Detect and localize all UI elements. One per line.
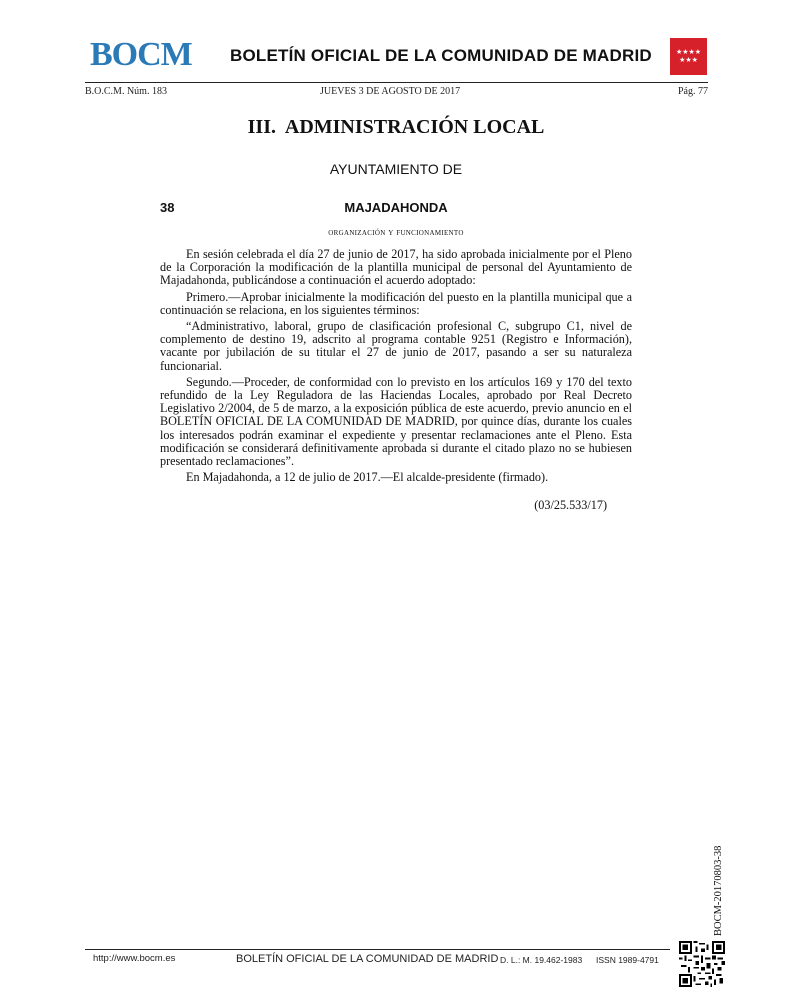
footer-title: BOLETÍN OFICIAL DE LA COMUNIDAD DE MADRID — [236, 953, 499, 965]
bulletin-date: JUEVES 3 DE AGOSTO DE 2017 — [320, 86, 461, 97]
footer-url-link[interactable]: http://www.bocm.es — [93, 953, 176, 964]
masthead-title: BOLETÍN OFICIAL DE LA COMUNIDAD DE MADRID — [230, 46, 652, 65]
subject-heading: organización y funcionamiento — [328, 228, 464, 238]
bulletin-number: B.O.C.M. Núm. 183 — [85, 86, 167, 97]
madrid-flag-icon: ★★★★ ★★★ — [670, 38, 707, 75]
paragraph: “Administrativo, laboral, grupo de clasificación profesional C, subgrupo C1, nivel de complemento de destino 19, adscrito al programa contable 9251 (Registro e Información), vacante por jubilación de su titular el 27 de junio de 2017, pasando a ser su naturaleza funcionarial. — [160, 319, 632, 373]
paragraph: Segundo.—Proceder, de conformidad con lo previsto en los artículos 169 y 170 del texto refundido de la Ley Reguladora de las Haciendas Locales, aprobado por Real Decreto Legislativo 2/2004, de 5 de marzo, a la exposición pública de este acuerdo, previo anuncio en el BOLETÍN OFICIAL DE LA COMUNIDAD DE MADRID, por quince días, durante los cuales los interesados podrán examinar el expediente y presentar reclamaciones ante el Pleno. Esta modificación se considerará definitivamente aprobada si durante el citado plazo no se hubiesen presentado reclamaciones”. — [160, 374, 632, 469]
announcement-body — [160, 248, 632, 487]
footer-rule — [85, 949, 670, 950]
reference-code: (03/25.533/17) — [534, 498, 607, 512]
municipality-heading: MAJADAHONDA — [344, 200, 448, 215]
page-number: Pág. 77 — [678, 86, 708, 97]
announcement-number: 38 — [160, 200, 175, 215]
section-title: III. ADMINISTRACIÓN LOCAL — [247, 116, 545, 138]
bocm-logo: BOCM — [90, 36, 192, 73]
qr-code-icon — [679, 941, 725, 987]
document-code: BOCM-20170803-38 — [713, 845, 724, 936]
issn: ISSN 1989-4791 — [596, 955, 659, 965]
paragraph: Primero.—Aprobar inicialmente la modificación del puesto en la plantilla municipal que a continuación se relaciona, en los siguientes términos: — [160, 289, 632, 317]
header-rule — [85, 82, 708, 83]
ayuntamiento-heading: AYUNTAMIENTO DE — [329, 161, 463, 177]
legal-deposit: D. L.: M. 19.462-1983 — [500, 955, 583, 965]
paragraph: En Majadahonda, a 12 de julio de 2017.—El alcalde-presidente (firmado). — [186, 470, 549, 485]
paragraph: En sesión celebrada el día 27 de junio de 2017, ha sido aprobada inicialmente por el Pleno de la Corporación la modificación de la plantilla municipal de personal del Ayuntamiento de Majadahonda, publicándose a continuación el acuerdo adoptado: — [160, 247, 632, 288]
